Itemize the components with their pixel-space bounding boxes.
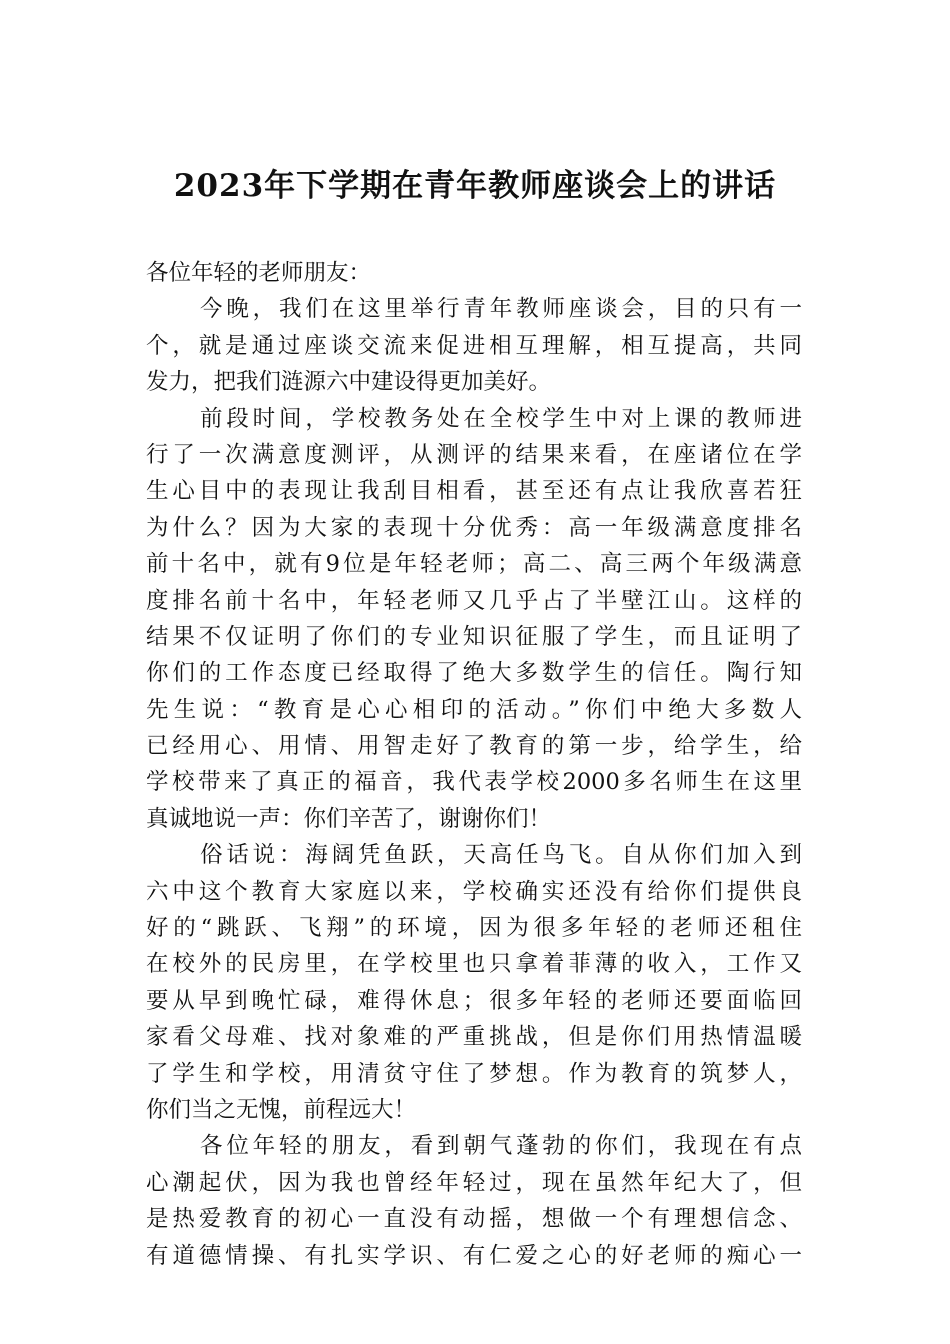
paragraph-3-line-1: 俗话说：海阔凭鱼跃，天高任鸟飞。自从你们加入到 [200, 842, 802, 869]
paragraph-2-line-5: 前十名中，就有9位是年轻老师；高二、高三两个年级满意 [146, 551, 802, 578]
paragraph-3-line-6: 家看父母难、找对象难的严重挑战，但是你们用热情温暖 [146, 1024, 802, 1051]
paragraph-1-line-2: 个，就是通过座谈交流来促进相互理解，相互提高，共同 [146, 332, 802, 359]
paragraph-2-line-3: 生心目中的表现让我刮目相看，甚至还有点让我欣喜若狂 [146, 478, 802, 505]
paragraph-3-line-5: 要从早到晚忙碌，难得休息；很多年轻的老师还要面临回 [146, 987, 802, 1014]
paragraph-2-line-7: 结果不仅证明了你们的专业知识征服了学生，而且证明了 [146, 623, 802, 650]
paragraph-1-line-1: 今晚，我们在这里举行青年教师座谈会，目的只有一 [200, 296, 802, 323]
paragraph-3-line-4: 在校外的民房里，在学校里也只拿着菲薄的收入，工作又 [146, 951, 802, 978]
paragraph-3-line-8: 你们当之无愧，前程远大！ [146, 1096, 417, 1123]
paragraph-2-line-4: 为什么？因为大家的表现十分优秀：高一年级满意度排名 [146, 514, 802, 541]
paragraph-4-line-4: 有道德情操、有扎实学识、有仁爱之心的好老师的痴心一 [146, 1242, 802, 1269]
paragraph-3-line-2: 六中这个教育大家庭以来，学校确实还没有给你们提供良 [146, 878, 802, 905]
paragraph-4-line-3: 是热爱教育的初心一直没有动摇，想做一个有理想信念、 [146, 1206, 802, 1233]
document-body [146, 255, 802, 1274]
paragraph-2-line-1: 前段时间，学校教务处在全校学生中对上课的教师进 [200, 405, 802, 432]
paragraph-2-line-2: 行了一次满意度测评，从测评的结果来看，在座诸位在学 [146, 441, 802, 468]
paragraph-3-line-7: 了学生和学校，用清贫守住了梦想。作为教育的筑梦人， [146, 1060, 802, 1087]
paragraph-1-line-3: 发力，把我们涟源六中建设得更加美好。 [146, 369, 552, 396]
salutation: 各位年轻的老师朋友： [146, 260, 372, 286]
document-title: 2023年下学期在青年教师座谈会上的讲话 [173, 168, 777, 204]
paragraph-3-line-3: 好的“跳跃、飞翔”的环境，因为很多年轻的老师还租住 [146, 915, 802, 942]
paragraph-4-line-1: 各位年轻的朋友，看到朝气蓬勃的你们，我现在有点 [200, 1133, 802, 1160]
paragraph-2-line-8: 你们的工作态度已经取得了绝大多数学生的信任。陶行知 [146, 660, 802, 687]
paragraph-2-line-10: 已经用心、用情、用智走好了教育的第一步，给学生，给 [146, 733, 802, 760]
paragraph-2-line-12: 真诚地说一声：你们辛苦了，谢谢你们！ [146, 805, 552, 832]
paragraph-2-line-6: 度排名前十名中，年轻老师又几乎占了半壁江山。这样的 [146, 587, 802, 614]
paragraph-4-line-2: 心潮起伏，因为我也曾经年轻过，现在虽然年纪大了，但 [146, 1169, 802, 1196]
paragraph-2-line-9: 先生说：“教育是心心相印的活动。”你们中绝大多数人 [146, 696, 802, 723]
paragraph-2-line-11: 学校带来了真正的福音，我代表学校2000多名师生在这里 [146, 769, 802, 796]
